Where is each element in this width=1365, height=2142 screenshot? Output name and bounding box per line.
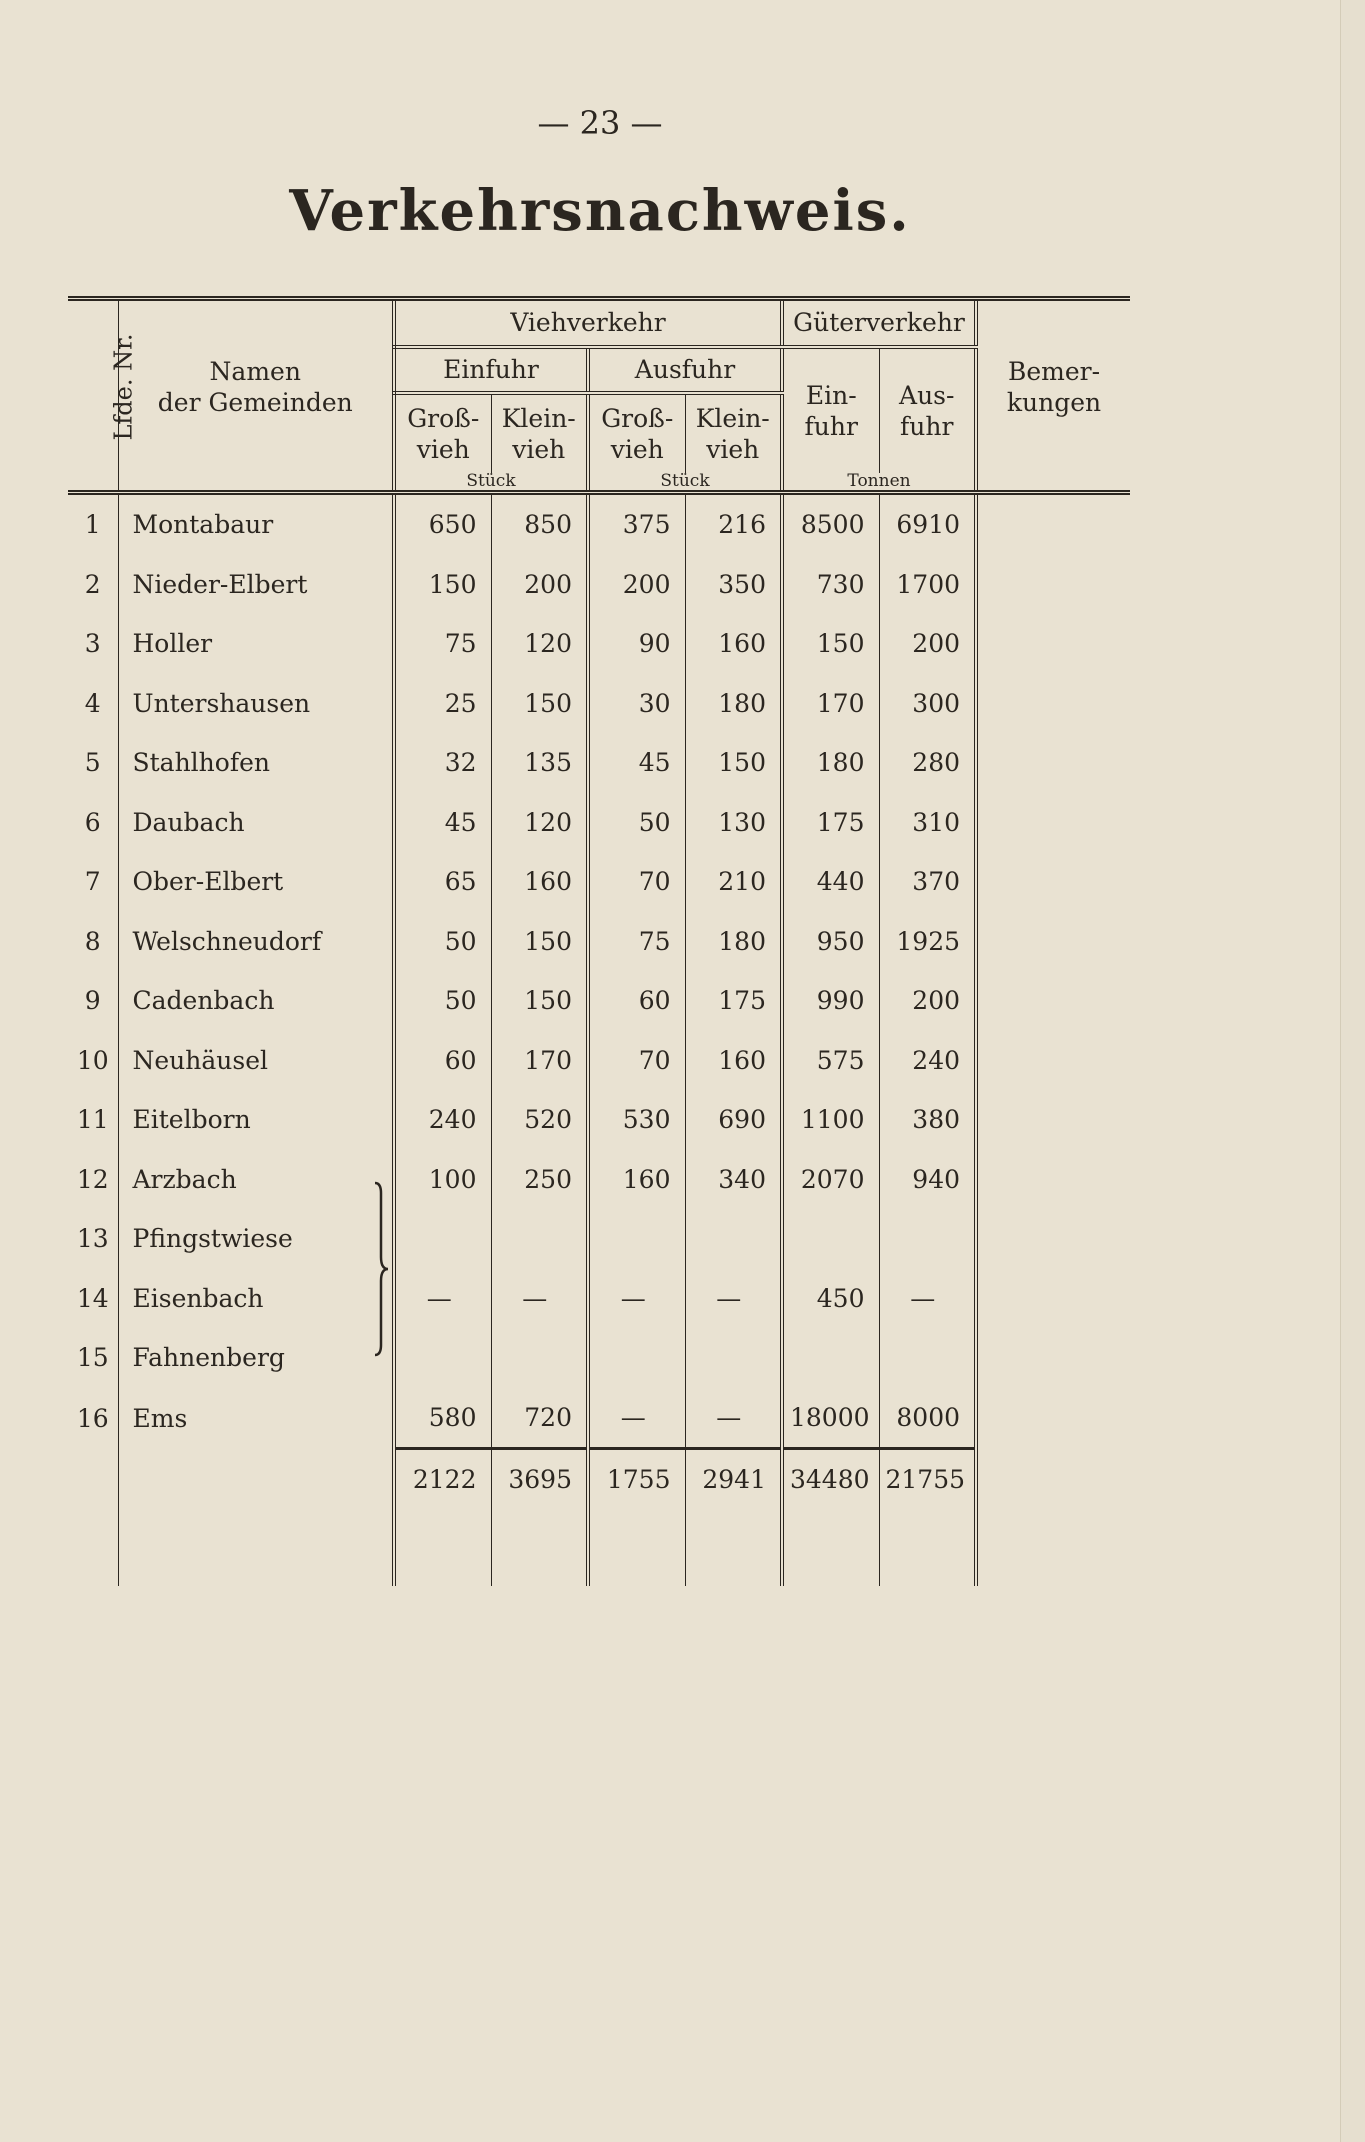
row-number: 16 <box>76 1403 109 1433</box>
value-ak: 210 <box>685 852 782 912</box>
value-ge: 180 <box>782 733 879 793</box>
value-ag <box>588 1328 685 1388</box>
municipality-name: Stahlhofen <box>118 733 394 793</box>
row-number: 7 <box>84 867 101 897</box>
value-ag: 530 <box>588 1090 685 1150</box>
value-ek: 520 <box>491 1090 588 1150</box>
municipality-name: Holler <box>118 614 394 674</box>
value-ak: 690 <box>685 1090 782 1150</box>
value-ak <box>685 1328 782 1388</box>
table-row <box>68 971 1130 1031</box>
table-row <box>68 1090 1130 1150</box>
value-ek <box>491 1328 588 1388</box>
value-eg <box>394 1328 491 1388</box>
remarks-cell <box>976 971 1130 1031</box>
municipality-name: Eisenbach <box>118 1269 394 1329</box>
value-eg: 150 <box>394 555 491 615</box>
total-eg: 2122 <box>394 1449 491 1510</box>
value-ag: 200 <box>588 555 685 615</box>
table-row <box>68 793 1130 853</box>
value-ga: 240 <box>879 1031 976 1091</box>
table-row <box>68 1150 1130 1210</box>
value-ek <box>491 1209 588 1269</box>
value-ak: 160 <box>685 614 782 674</box>
value-ak: 180 <box>685 674 782 734</box>
value-ga: 940 <box>879 1150 976 1210</box>
row-number: 3 <box>84 629 101 659</box>
value-ge: 575 <box>782 1031 879 1091</box>
value-ek: 160 <box>491 852 588 912</box>
value-ag: 60 <box>588 971 685 1031</box>
header-viehverkehr: Viehverkehr <box>394 299 782 348</box>
value-ga: 380 <box>879 1090 976 1150</box>
value-eg: 60 <box>394 1031 491 1091</box>
value-eg: 50 <box>394 971 491 1031</box>
page-number: — 23 — <box>537 104 663 142</box>
value-ek: 850 <box>491 493 588 555</box>
filler-cell <box>588 1510 685 1586</box>
value-ag: 75 <box>588 912 685 972</box>
value-ag: — <box>588 1269 685 1329</box>
remarks-cell <box>976 674 1130 734</box>
row-number: 5 <box>84 748 101 778</box>
header-ein-kleinvieh: Klein- vieh <box>491 393 588 473</box>
unit-stueck-einfuhr: Stück <box>466 471 516 491</box>
filler-cell <box>685 1510 782 1586</box>
remarks-cell <box>976 1449 1130 1510</box>
row-number: 14 <box>76 1283 109 1313</box>
value-ek: 120 <box>491 793 588 853</box>
municipality-name: Arzbach <box>118 1150 394 1210</box>
value-ge: 150 <box>782 614 879 674</box>
filler-cell <box>782 1510 879 1586</box>
value-eg: 50 <box>394 912 491 972</box>
municipality-name: Nieder-Elbert <box>118 555 394 615</box>
value-ag: 50 <box>588 793 685 853</box>
table-row <box>68 614 1130 674</box>
header-ausfuhr: Ausfuhr <box>588 347 782 393</box>
value-ge <box>782 1209 879 1269</box>
remarks-cell <box>976 555 1130 615</box>
header-einfuhr: Einfuhr <box>394 347 588 393</box>
remarks-cell <box>976 1269 1130 1329</box>
value-eg: — <box>394 1269 491 1329</box>
remarks-cell <box>976 1328 1130 1388</box>
table-row <box>68 555 1130 615</box>
municipality-name: Daubach <box>118 793 394 853</box>
remarks-cell <box>976 733 1130 793</box>
municipality-name: Cadenbach <box>118 971 394 1031</box>
municipality-name: Ems <box>118 1388 394 1449</box>
value-ak <box>685 1209 782 1269</box>
value-ge: 730 <box>782 555 879 615</box>
municipality-name: Welschneudorf <box>118 912 394 972</box>
municipality-name: Pfingstwiese <box>118 1209 394 1269</box>
value-ek: 150 <box>491 912 588 972</box>
value-eg: 45 <box>394 793 491 853</box>
remarks-cell <box>976 852 1130 912</box>
value-ge: 170 <box>782 674 879 734</box>
value-ag: 45 <box>588 733 685 793</box>
header-bemerkungen: Bemer- kungen <box>976 299 1130 474</box>
total-ge: 34480 <box>782 1449 879 1510</box>
municipality-name: Neuhäusel <box>118 1031 394 1091</box>
header-namen: Namen der Gemeinden <box>118 299 394 474</box>
value-ek: 150 <box>491 674 588 734</box>
table-row <box>68 912 1130 972</box>
value-eg: 65 <box>394 852 491 912</box>
value-ak: 130 <box>685 793 782 853</box>
value-ge: 950 <box>782 912 879 972</box>
value-ga: 6910 <box>879 493 976 555</box>
value-ag: 375 <box>588 493 685 555</box>
municipality-name: Untershausen <box>118 674 394 734</box>
filler-cell <box>976 1510 1130 1586</box>
totals-label <box>118 1449 394 1510</box>
filler-cell <box>879 1510 976 1586</box>
municipality-name: Eitelborn <box>118 1090 394 1150</box>
remarks-cell <box>976 912 1130 972</box>
value-ek: 250 <box>491 1150 588 1210</box>
value-ak: — <box>685 1388 782 1449</box>
value-ek: 120 <box>491 614 588 674</box>
filler-row <box>68 1510 1130 1586</box>
table-row <box>68 1031 1130 1091</box>
value-ag: 30 <box>588 674 685 734</box>
filler-cell <box>491 1510 588 1586</box>
value-ak: — <box>685 1269 782 1329</box>
value-ga: 1925 <box>879 912 976 972</box>
value-ga: — <box>879 1269 976 1329</box>
totals-row <box>68 1449 1130 1510</box>
filler-cell <box>68 1510 118 1586</box>
remarks-cell <box>976 1388 1130 1449</box>
value-ag: 70 <box>588 1031 685 1091</box>
row-number: 9 <box>84 986 101 1016</box>
row-number: 11 <box>76 1105 109 1135</box>
value-ek: 150 <box>491 971 588 1031</box>
value-eg: 100 <box>394 1150 491 1210</box>
remarks-cell <box>976 493 1130 555</box>
row-number: 10 <box>76 1045 109 1075</box>
total-ga: 21755 <box>879 1449 976 1510</box>
value-ek: — <box>491 1269 588 1329</box>
value-ga: 300 <box>879 674 976 734</box>
table-row <box>68 493 1130 555</box>
row-number: 13 <box>76 1224 109 1254</box>
row-number <box>68 1449 118 1510</box>
filler-cell <box>118 1510 394 1586</box>
remarks-cell <box>976 793 1130 853</box>
value-ga: 200 <box>879 971 976 1031</box>
header-gueterverkehr: Güterverkehr <box>782 299 976 348</box>
table-body <box>68 493 1130 1586</box>
value-ge <box>782 1328 879 1388</box>
table-row <box>68 733 1130 793</box>
row-number: 2 <box>84 569 101 599</box>
value-ga: 280 <box>879 733 976 793</box>
value-ga: 310 <box>879 793 976 853</box>
value-ge: 990 <box>782 971 879 1031</box>
value-eg: 580 <box>394 1388 491 1449</box>
value-ge: 450 <box>782 1269 879 1329</box>
value-ak: 150 <box>685 733 782 793</box>
filler-cell <box>394 1510 491 1586</box>
value-ek: 720 <box>491 1388 588 1449</box>
table-row <box>68 674 1130 734</box>
total-ek: 3695 <box>491 1449 588 1510</box>
value-ga: 1700 <box>879 555 976 615</box>
remarks-cell <box>976 1090 1130 1150</box>
unit-tonnen: Tonnen <box>847 471 911 491</box>
value-ak: 160 <box>685 1031 782 1091</box>
value-ga: 8000 <box>879 1388 976 1449</box>
row-number: 15 <box>76 1343 109 1373</box>
page-title: Verkehrsnachweis. <box>289 178 911 244</box>
table-row <box>68 1269 1130 1329</box>
value-ak: 340 <box>685 1150 782 1210</box>
header-gueter-ausfuhr: Aus- fuhr <box>879 347 976 473</box>
value-ag: 90 <box>588 614 685 674</box>
row-number: 1 <box>84 510 101 540</box>
value-ag <box>588 1209 685 1269</box>
header-aus-kleinvieh: Klein- vieh <box>685 393 782 473</box>
row-number: 6 <box>84 807 101 837</box>
traffic-table <box>68 296 1130 1586</box>
value-ge: 2070 <box>782 1150 879 1210</box>
total-ag: 1755 <box>588 1449 685 1510</box>
value-ag: 160 <box>588 1150 685 1210</box>
value-eg: 240 <box>394 1090 491 1150</box>
value-ak: 175 <box>685 971 782 1031</box>
value-ge: 440 <box>782 852 879 912</box>
value-ge: 8500 <box>782 493 879 555</box>
value-eg <box>394 1209 491 1269</box>
row-number: 8 <box>84 926 101 956</box>
value-ek: 135 <box>491 733 588 793</box>
value-ag: 70 <box>588 852 685 912</box>
value-ga: 200 <box>879 614 976 674</box>
value-ga <box>879 1209 976 1269</box>
value-eg: 32 <box>394 733 491 793</box>
value-eg: 25 <box>394 674 491 734</box>
value-eg: 75 <box>394 614 491 674</box>
table-header <box>68 299 1130 493</box>
value-eg: 650 <box>394 493 491 555</box>
municipality-name: Montabaur <box>118 493 394 555</box>
value-ak: 216 <box>685 493 782 555</box>
unit-stueck-ausfuhr: Stück <box>660 471 710 491</box>
value-ag: — <box>588 1388 685 1449</box>
municipality-name: Ober-Elbert <box>118 852 394 912</box>
value-ek: 200 <box>491 555 588 615</box>
value-ge: 18000 <box>782 1388 879 1449</box>
table-row <box>68 1209 1130 1269</box>
value-ek: 170 <box>491 1031 588 1091</box>
remarks-cell <box>976 1209 1130 1269</box>
remarks-cell <box>976 614 1130 674</box>
table-row <box>68 1388 1130 1449</box>
header-gueter-einfuhr: Ein- fuhr <box>782 347 879 473</box>
remarks-cell <box>976 1150 1130 1210</box>
value-ge: 1100 <box>782 1090 879 1150</box>
row-number: 4 <box>84 688 101 718</box>
municipality-name: Fahnenberg <box>118 1328 394 1388</box>
header-aus-grossvieh: Groß- vieh <box>588 393 685 473</box>
header-lfd-nr: Lfde. Nr. <box>109 333 138 441</box>
remarks-cell <box>976 1031 1130 1091</box>
header-ein-grossvieh: Groß- vieh <box>394 393 491 473</box>
group-brace <box>372 1181 390 1357</box>
value-ak: 350 <box>685 555 782 615</box>
value-ga <box>879 1328 976 1388</box>
table-row <box>68 1328 1130 1388</box>
row-number: 12 <box>76 1164 109 1194</box>
table-row <box>68 852 1130 912</box>
value-ge: 175 <box>782 793 879 853</box>
total-ak: 2941 <box>685 1449 782 1510</box>
value-ak: 180 <box>685 912 782 972</box>
value-ga: 370 <box>879 852 976 912</box>
